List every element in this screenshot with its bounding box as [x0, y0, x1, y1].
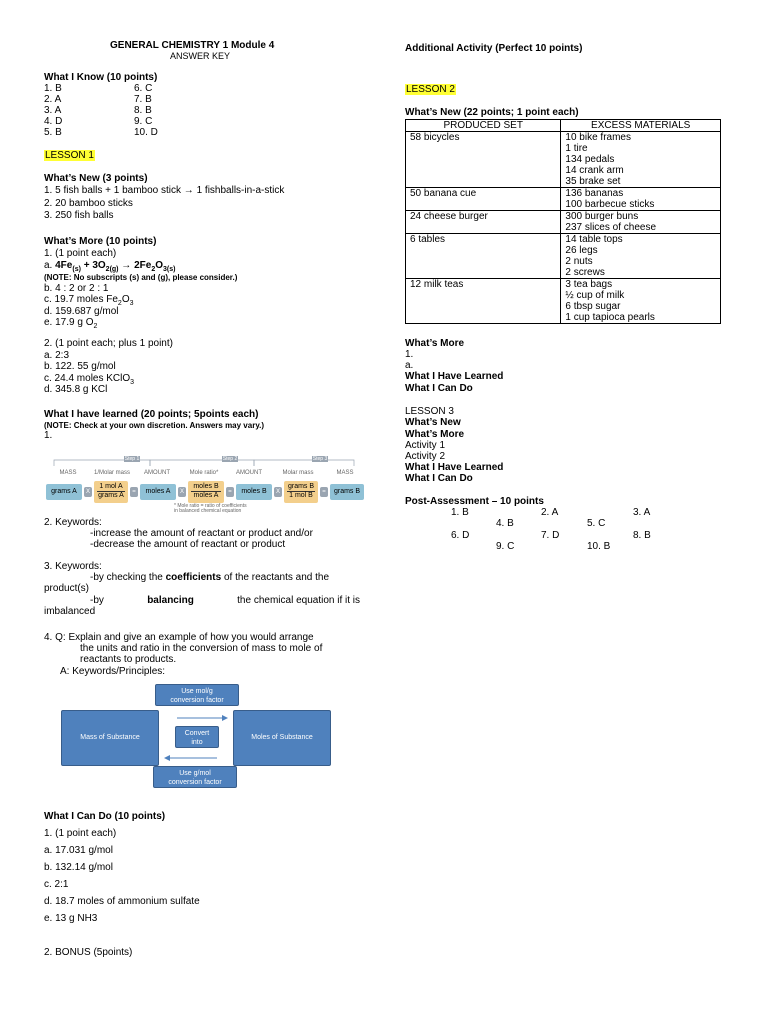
learned-3b	[90, 595, 360, 606]
can-do-item: b. 132.14 g/mol	[44, 862, 113, 873]
can-do-item: a. 17.031 g/mol	[44, 845, 113, 856]
flow-footnote: in balanced chemical equation	[174, 508, 242, 514]
eq-o: O	[155, 260, 163, 271]
mass-of-substance-box: Mass of Substance	[61, 710, 159, 766]
what-i-know-heading: What I Know (10 points)	[44, 72, 158, 83]
produced-cell: 50 banana cue	[406, 188, 561, 211]
excess-item: 1 tire	[565, 143, 588, 154]
l3-learned: What I Have Learned	[405, 462, 504, 473]
fraction-top: grams B	[287, 483, 315, 490]
flow-top-label: AMOUNT	[144, 470, 170, 476]
l3-whats-more: What’s More	[405, 429, 465, 440]
eq-prefix: a.	[44, 260, 56, 271]
col-header: EXCESS MATERIALS	[561, 120, 721, 132]
k3b-bold: balancing	[147, 595, 194, 606]
flow-top-label: Molar mass	[282, 470, 314, 476]
excess-item: ½ cup of milk	[565, 290, 625, 301]
learned-3: 3. Keywords:	[44, 561, 102, 572]
can-do-item: c. 2:1	[44, 879, 69, 890]
excess-item: 35 brake set	[565, 176, 621, 187]
fraction-bottom: moles A	[193, 492, 219, 499]
wik-answer: 2. A	[44, 94, 62, 105]
l2-whats-more: What’s More	[405, 338, 465, 349]
eq-sub: 2(g)	[105, 266, 119, 273]
wm-2d: d. 345.8 g KCl	[44, 384, 108, 395]
produced-cell: 58 bicycles	[406, 132, 561, 188]
table-row	[406, 211, 721, 234]
learned-2a: -increase the amount of reactant or product and/or	[90, 528, 313, 539]
wik-answer: 7. B	[134, 94, 152, 105]
excess-item: 10 bike frames	[565, 132, 631, 143]
flow-top-label: Mole ratio*	[189, 470, 219, 476]
flow-op: X	[275, 489, 280, 495]
learned-heading: What I have learned (20 points; 5points each)	[44, 409, 259, 420]
mol-per-g-line: conversion factor	[170, 697, 224, 704]
flow-op: X	[85, 489, 90, 495]
eq-fe: 4Fe	[55, 260, 73, 271]
flow-top-label: 1/Molar mass	[93, 470, 130, 476]
step-label: Step 2	[222, 456, 238, 462]
wm-2c-text: c. 24.4 moles KClO	[44, 373, 131, 384]
excess-item: 134 pedals	[565, 154, 615, 165]
flow-box-grams-b: grams B	[330, 484, 364, 500]
wm-e-text: e. 17.9 g O	[44, 317, 94, 328]
additional-activity: Additional Activity (Perfect 10 points)	[405, 43, 583, 54]
flow-box-moles-b: moles B	[236, 484, 272, 500]
fraction-top: 1 mol A	[97, 483, 125, 492]
l1-whats-new-item: 2. 20 bamboo sticks	[44, 198, 133, 209]
wik-answer: 3. A	[44, 105, 62, 116]
produced-set-table	[405, 119, 721, 324]
learned-4-q: the units and ratio in the conversion of mass to mole of	[80, 643, 323, 654]
post-answer: 7. D	[541, 530, 560, 541]
wm-d: d. 159.687 g/mol	[44, 306, 119, 317]
produced-cell: 6 tables	[406, 234, 561, 279]
excess-item: 14 table tops	[565, 234, 623, 245]
moles-of-substance-box: Moles of Substance	[233, 710, 331, 766]
convert-line: Convert	[184, 730, 210, 737]
excess-item: 26 legs	[565, 245, 598, 256]
step-label: Step 3	[312, 456, 328, 462]
table-row	[406, 279, 721, 324]
post-answer: 8. B	[633, 530, 651, 541]
wik-answer: 4. D	[44, 116, 63, 127]
table-row	[406, 188, 721, 211]
can-do-item: d. 18.7 moles of ammonium sulfate	[44, 896, 200, 907]
post-answer: 6. D	[451, 530, 470, 541]
excess-item: 14 crank arm	[565, 165, 624, 176]
wik-answer: 6. C	[134, 83, 153, 94]
eq-sub: 2	[151, 266, 156, 273]
mol-per-g-line: Use mol/g	[181, 688, 213, 695]
produced-cell: 12 milk teas	[406, 279, 561, 324]
g-per-mol-line: conversion factor	[168, 779, 222, 786]
post-answer: 5. C	[587, 518, 606, 529]
lesson2-label	[405, 84, 456, 95]
post-answer: 10. B	[587, 541, 611, 552]
lesson1-highlight: LESSON 1	[45, 150, 94, 161]
excess-item: 300 burger buns	[565, 211, 639, 222]
mass-mole-flow-diagram	[44, 454, 366, 514]
l3-activity-2: Activity 2	[405, 451, 446, 462]
lesson3-label: LESSON 3	[405, 406, 454, 417]
eq-sub: (s)	[72, 266, 81, 273]
g-per-mol-box	[153, 766, 237, 788]
excess-item: 6 tbsp sugar	[565, 301, 621, 312]
convert-line: into	[191, 739, 203, 746]
excess-cell	[561, 234, 721, 279]
lesson2-highlight: LESSON 2	[406, 84, 455, 95]
k3b-post: the chemical equation if it is	[237, 595, 360, 606]
can-do-heading: What I Can Do (10 points)	[44, 811, 166, 822]
l1-whats-more-heading: What’s More (10 points)	[44, 236, 157, 247]
flow-box-moles-a: moles A	[140, 484, 176, 500]
excess-item: 237 slices of cheese	[565, 222, 657, 233]
learned-2: 2. Keywords:	[44, 517, 102, 528]
k3b-pre: -by	[90, 595, 104, 606]
excess-item: 2 screws	[565, 267, 605, 278]
l1-whats-new-item: 1. 5 fish balls + 1 bamboo stick → 1 fishballs-in-a-stick	[44, 185, 285, 196]
excess-item: 2 nuts	[565, 256, 593, 267]
wm-note: (NOTE: No subscripts (s) and (g), please consider.)	[44, 273, 238, 282]
post-answer: 3. A	[633, 507, 651, 518]
excess-cell	[561, 188, 721, 211]
lesson1-label	[44, 150, 95, 161]
l2-whats-new: What’s New (22 points; 1 point each)	[405, 107, 579, 118]
flow-box-grams-a: grams A	[46, 484, 82, 500]
eq-o2: + 3O	[80, 260, 106, 271]
flow-box-fraction-a	[94, 481, 128, 503]
wm-c-sub: 3	[129, 300, 134, 307]
excess-item: 100 barbecue sticks	[565, 199, 655, 210]
step-label: Step 1	[124, 456, 140, 462]
fraction-bottom: 1 mol B	[289, 492, 313, 499]
excess-item: 3 tea bags	[565, 279, 613, 290]
l2-wm-1: 1.	[405, 349, 414, 360]
learned-2b: -decrease the amount of reactant or product	[90, 539, 286, 550]
wik-answer: 8. B	[134, 105, 152, 116]
doc-subtitle: ANSWER KEY	[170, 51, 231, 61]
wik-answer: 1. B	[44, 83, 62, 94]
l2-wm-a: a.	[405, 360, 414, 371]
table-header-row	[406, 120, 721, 132]
doc-title: GENERAL CHEMISTRY 1 Module 4	[110, 40, 275, 51]
excess-cell	[561, 132, 721, 188]
wik-answer: 10. D	[134, 127, 158, 138]
k3a-bold: coefficients	[165, 572, 222, 583]
flow-top-label: MASS	[336, 470, 354, 476]
excess-item: 1 cup tapioca pearls	[565, 312, 655, 323]
fraction-bottom: grams A	[98, 492, 124, 499]
post-answer: 9. C	[496, 541, 515, 552]
table-row	[406, 132, 721, 188]
wik-answer: 9. C	[134, 116, 153, 127]
wm-e-sub: 2	[93, 323, 98, 330]
l2-learned: What I Have Learned	[405, 371, 504, 382]
mass-mole-conversion-diagram	[61, 682, 331, 788]
learned-1: 1.	[44, 430, 53, 441]
flow-footnote: * Mole ratio = ratio of coefficients	[174, 503, 247, 509]
k3a-post: of the reactants and the	[221, 572, 330, 583]
l1-whats-new-heading: What’s New (3 points)	[44, 173, 148, 184]
col-header: PRODUCED SET	[406, 120, 561, 132]
wm-c-o: O	[121, 294, 130, 305]
table-row	[406, 234, 721, 279]
wik-answer: 5. B	[44, 127, 62, 138]
learned-4-a: A: Keywords/Principles:	[60, 666, 166, 677]
flow-top-label: AMOUNT	[236, 470, 262, 476]
wm-part1: 1. (1 point each)	[44, 248, 117, 259]
wm-part2: 2. (1 point each; plus 1 point)	[44, 338, 173, 349]
flow-op: =	[320, 487, 328, 497]
wm-2a: a. 2:3	[44, 350, 70, 361]
can-do-bonus: 2. BONUS (5points)	[44, 947, 133, 958]
learned-3a-cont: product(s)	[44, 583, 90, 594]
wm-b: b. 4 : 2 or 2 : 1	[44, 283, 109, 294]
post-answer: 4. B	[496, 518, 514, 529]
excess-cell	[561, 279, 721, 324]
wm-2c-sub: 3	[130, 379, 135, 386]
wm-c-sub: 2	[117, 300, 122, 307]
wm-2b: b. 122. 55 g/mol	[44, 361, 116, 372]
flow-op: =	[130, 487, 138, 497]
l1-whats-new-item: 3. 250 fish balls	[44, 210, 114, 221]
flow-top-label: MASS	[59, 470, 77, 476]
learned-4-q: 4. Q: Explain and give an example of how you would arrange	[44, 632, 314, 643]
eq-sub: 3(s)	[163, 266, 176, 273]
wm-c-text: c. 19.7 moles Fe	[44, 294, 118, 305]
excess-item: 136 bananas	[565, 188, 624, 199]
wm-e	[44, 317, 97, 332]
l3-can-do: What I Can Do	[405, 473, 473, 484]
learned-3a	[90, 572, 329, 583]
convert-into-box	[175, 726, 219, 748]
learned-3b-cont: imbalanced	[44, 606, 96, 617]
can-do-item: 1. (1 point each)	[44, 828, 117, 839]
l3-activity-1: Activity 1	[405, 440, 446, 451]
flow-box-fraction-b	[188, 481, 224, 503]
flow-op: =	[226, 487, 234, 497]
l3-whats-new: What’s New	[405, 417, 461, 428]
post-answer: 2. A	[541, 507, 559, 518]
post-answer: 1. B	[451, 507, 469, 518]
excess-cell	[561, 211, 721, 234]
can-do-item: e. 13 g NH3	[44, 913, 98, 924]
g-per-mol-line: Use g/mol	[179, 770, 211, 777]
k3a-pre: -by checking the	[90, 572, 166, 583]
flow-box-fraction-c	[284, 481, 318, 503]
eq-arrow: → 2Fe	[118, 260, 152, 271]
post-assessment-heading: Post-Assessment – 10 points	[405, 496, 544, 507]
produced-cell: 24 cheese burger	[406, 211, 561, 234]
flow-op: X	[179, 489, 184, 495]
l2-can-do: What I Can Do	[405, 383, 473, 394]
fraction-top: moles B	[191, 483, 221, 492]
learned-note: (NOTE: Check at your own discretion. Answers may vary.)	[44, 421, 265, 430]
learned-4-q: reactants to products.	[80, 654, 177, 665]
